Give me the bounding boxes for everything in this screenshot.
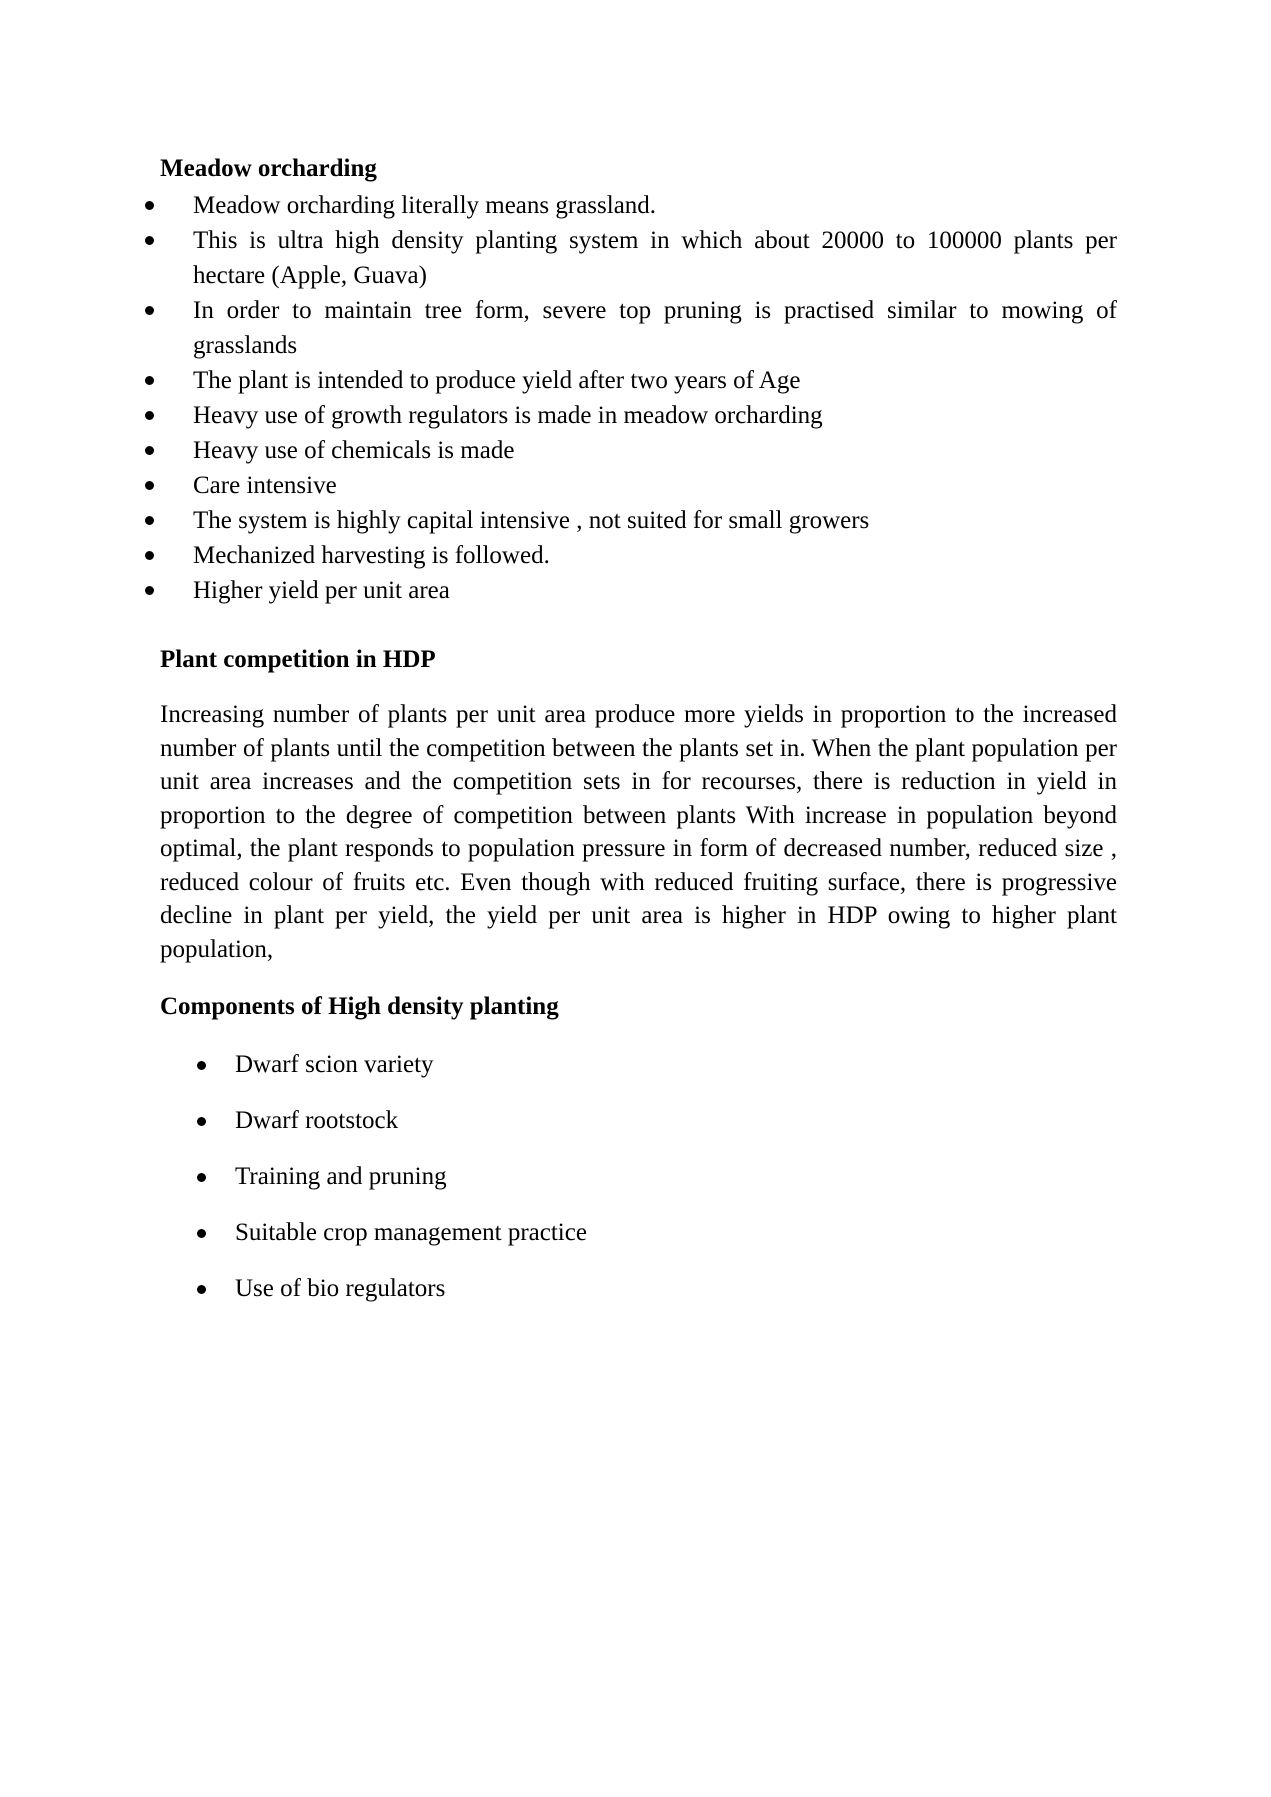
heading-meadow-orcharding: Meadow orcharding (160, 155, 377, 182)
list-item: Mechanized harvesting is followed. (160, 538, 1117, 573)
list-item: Care intensive (160, 468, 1117, 503)
list-item: The plant is intended to produce yield after two years of Age (160, 363, 1117, 398)
list-item: Dwarf scion variety (160, 1048, 1117, 1082)
list-item: Higher yield per unit area (160, 573, 1117, 608)
paragraph-plant-competition: Increasing number of plants per unit area produce more yields in proportion to the increased number of plants until the competition between the plants set in. When the plant population per unit area increases and the competition sets in for recourses, there is reduction in yield in proportion to the degree of competition between plants With increase in population beyond optimal, the plant responds to population pressure in form of decreased number, reduced size , reduced colour of fruits etc. Even though with reduced fruiting surface, there is progressive decline in plant per yield, the yield per unit area is higher in HDP owing to higher plant population, (160, 701, 1117, 963)
list-item: Use of bio regulators (160, 1272, 1117, 1306)
list-item: Heavy use of growth regulators is made in meadow orcharding (160, 398, 1117, 433)
list-item: The system is highly capital intensive , not suited for small growers (160, 503, 1117, 538)
list-item: Meadow orcharding literally means grassland. (160, 188, 1117, 223)
heading-plant-competition: Plant competition in HDP (160, 646, 436, 673)
heading-components-hdp: Components of High density planting (160, 993, 559, 1020)
list-item: Dwarf rootstock (160, 1104, 1117, 1138)
list-item: Suitable crop management practice (160, 1216, 1117, 1250)
list-item: Training and pruning (160, 1160, 1117, 1194)
meadow-bullet-list (160, 188, 1117, 608)
list-item: Heavy use of chemicals is made (160, 433, 1117, 468)
section-plant-competition (160, 643, 1117, 966)
section-components-hdp (160, 990, 1117, 1306)
components-bullet-list (160, 1048, 1117, 1306)
section-meadow-orcharding (160, 152, 1117, 608)
list-item: This is ultra high density planting system in which about 20000 to 100000 plants per hectare (Apple, Guava) (160, 223, 1117, 293)
list-item: In order to maintain tree form, severe top pruning is practised similar to mowing of grasslands (160, 293, 1117, 363)
